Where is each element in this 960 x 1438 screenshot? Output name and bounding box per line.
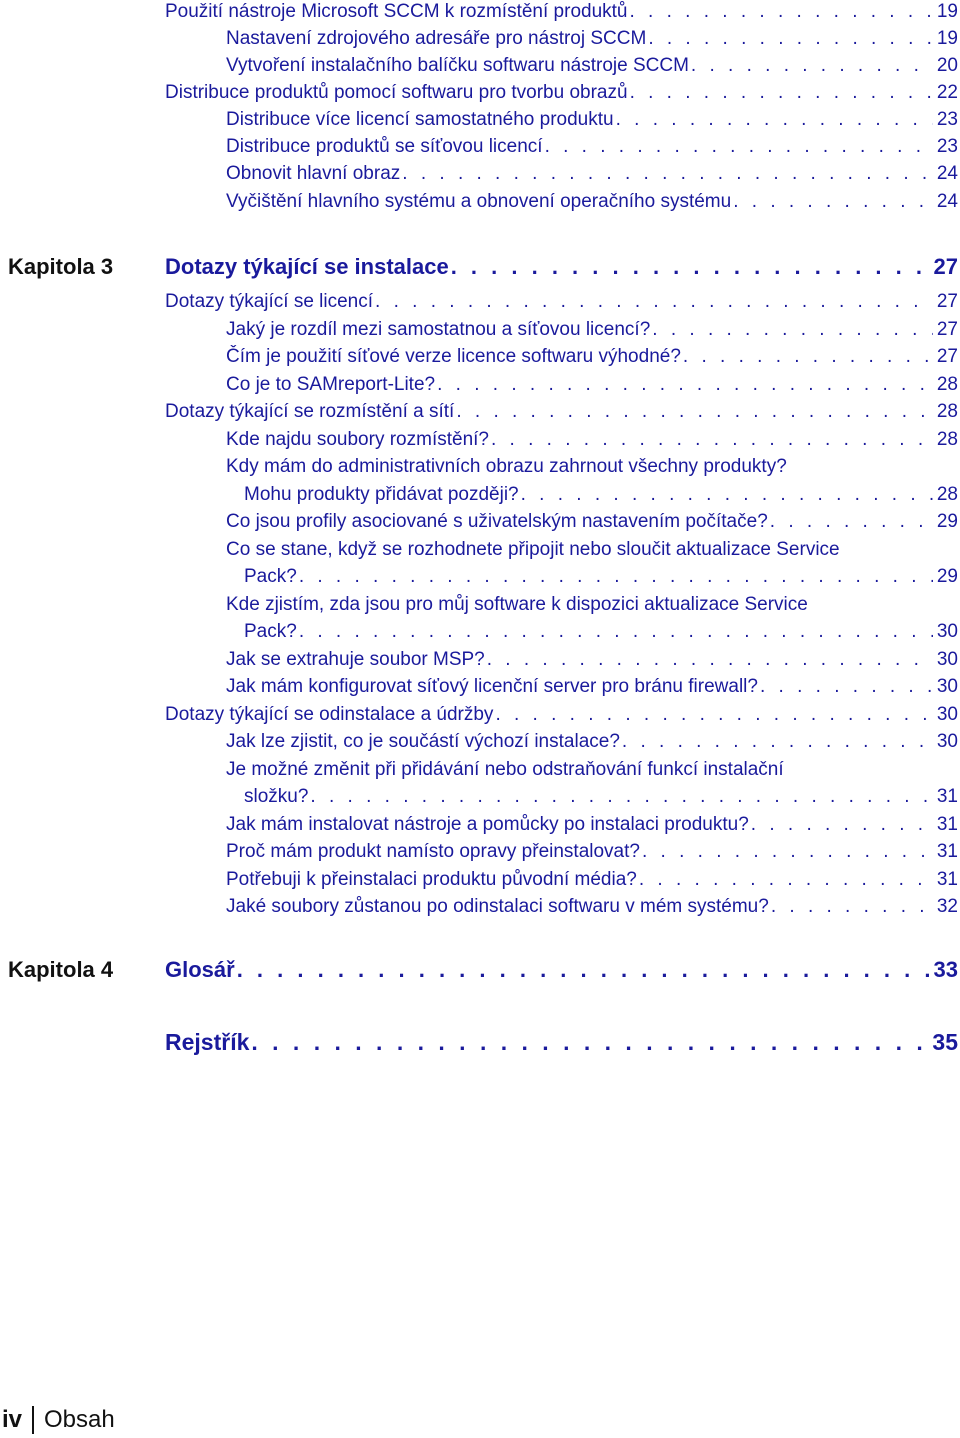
dot-leader [628,81,933,105]
dot-leader [519,483,933,507]
toc-entry [0,0,960,24]
toc-entry-page: 32 [936,896,958,917]
toc-link[interactable] [226,868,958,892]
chapter-title: Glosář [165,957,235,982]
toc-link[interactable] [226,428,958,452]
toc-entry [0,648,960,672]
toc-entry-page: 27 [936,291,958,312]
dot-leader [640,840,933,864]
dot-leader [235,955,930,985]
chapter-label: Kapitola 4 [8,957,114,982]
toc-entry-title: Jak mám konfigurovat síťový licenční server pro bránu firewall? [226,676,758,697]
chapter-link[interactable] [165,955,958,985]
toc-entry [0,675,960,699]
footer-section-title: Obsah [44,1406,115,1433]
toc-entry-title: Mohu produkty přidávat později? [244,484,519,505]
toc-entry-page: 28 [936,401,958,422]
toc-entry-title-line1[interactable]: Kde zjistím, zda jsou pro můj software k dispozici aktualizace Service [226,594,808,615]
toc-entry-title: Dotazy týkající se licencí [165,291,374,312]
toc-entry [0,108,960,132]
toc-entry-page: 30 [936,621,958,642]
toc-link[interactable] [165,703,958,727]
toc-entry-page: 23 [936,136,958,157]
dot-leader [373,290,933,314]
toc-link[interactable] [226,510,958,534]
toc-entry [0,785,960,809]
toc-link[interactable] [244,565,958,589]
toc-link[interactable] [226,730,958,754]
toc-link[interactable] [226,648,958,672]
chapter-label: Kapitola 3 [8,254,114,279]
toc-link[interactable] [244,483,958,507]
toc-entry-title-line1[interactable]: Je možné změnit při přidávání nebo odstraňování funkcí instalační [226,759,784,780]
dot-leader [454,400,933,424]
toc-entry [0,345,960,369]
footer-divider [32,1406,34,1434]
toc-entry-page: 27 [936,346,958,367]
toc-entry-page: 30 [936,704,958,725]
toc-entry-title: Čím je použití síťové verze licence softwaru výhodné? [226,346,681,367]
dot-leader [769,895,933,919]
toc-entry-title: Jaký je rozdíl mezi samostatnou a síťovou licencí? [226,319,651,340]
toc-entry [0,868,960,892]
toc-link[interactable] [226,318,958,342]
toc-entry [0,703,960,727]
toc-link[interactable] [226,675,958,699]
toc-link[interactable] [226,895,958,919]
dot-leader [485,648,933,672]
toc-entry-title: složku? [244,786,309,807]
toc-entry [0,400,960,424]
toc-entry-page: 31 [936,869,958,890]
dot-leader [749,813,933,837]
toc-entry-page: 29 [936,566,958,587]
toc-entry-page: 28 [936,374,958,395]
dot-leader [681,345,933,369]
toc-entry-title: Potřebuji k přeinstalaci produktu původní média? [226,869,637,890]
toc-link[interactable] [226,162,958,186]
chapter-link[interactable] [165,1027,958,1057]
toc-entry-page: 31 [936,841,958,862]
toc-link[interactable] [165,400,958,424]
dot-leader [620,730,933,754]
dot-leader [493,703,932,727]
toc-link[interactable] [226,108,958,132]
toc-entry-page: 30 [936,676,958,697]
chapter-heading [0,1027,960,1057]
dot-leader [758,675,933,699]
chapter-heading [0,955,960,985]
dot-leader [297,620,933,644]
toc-entry [0,135,960,159]
toc-entry-page: 22 [936,82,958,103]
toc-entry-first-line [0,455,960,479]
toc-link[interactable] [226,345,958,369]
dot-leader [308,785,932,809]
toc-entry-page: 30 [936,731,958,752]
toc-entry-title: Obnovit hlavní obraz [226,163,401,184]
toc-link[interactable] [165,290,958,314]
toc-entry-title: Jak se extrahuje soubor MSP? [226,649,485,670]
dot-leader [489,428,933,452]
toc-entry-page: 28 [936,429,958,450]
toc-entry-first-line [0,758,960,782]
dot-leader [400,162,933,186]
toc-link[interactable] [226,27,958,51]
toc-entry-title: Kde najdu soubory rozmístění? [226,429,489,450]
chapter-page: 27 [933,254,958,279]
toc-entry-title: Co je to SAMreport-Lite? [226,374,436,395]
toc-entry-page: 24 [936,191,958,212]
toc-entry [0,190,960,214]
toc-entry-title: Vytvoření instalačního balíčku softwaru nástroje SCCM [226,55,689,76]
toc-entry-first-line [0,538,960,562]
toc-entry-page: 31 [936,786,958,807]
toc-entry [0,510,960,534]
toc-link[interactable] [226,135,958,159]
toc-entry-title-line1[interactable]: Co se stane, když se rozhodnete připojit nebo sloučit aktualizace Service [226,539,840,560]
dot-leader [731,190,933,214]
toc-entry-title: Dotazy týkající se rozmístění a sítí [165,401,455,422]
toc-entry [0,813,960,837]
toc-entry-title: Nastavení zdrojového adresáře pro nástroj SCCM [226,28,647,49]
toc-entry-title: Jak mám instalovat nástroje a pomůcky po instalaci produktu? [226,814,749,835]
toc-link[interactable] [226,190,958,214]
dot-leader [637,868,933,892]
toc-entry [0,730,960,754]
toc-entry-title: Dotazy týkající se odinstalace a údržby [165,704,494,725]
dot-leader [297,565,933,589]
toc-entry [0,840,960,864]
toc-entry-page: 27 [936,319,958,340]
toc-link[interactable] [226,373,958,397]
toc-entry [0,318,960,342]
toc-link[interactable] [165,81,958,105]
toc-entry [0,162,960,186]
toc-entry-page: 30 [936,649,958,670]
toc-entry [0,290,960,314]
chapter-title: Dotazy týkající se instalace [165,254,449,279]
toc-entry-first-line [0,593,960,617]
toc-entry-title: Co jsou profily asociované s uživatelským nastavením počítače? [226,511,768,532]
toc-entry [0,565,960,589]
toc-entry [0,54,960,78]
page-footer [0,1404,115,1436]
dot-leader [650,318,933,342]
footer-page-number: iv [2,1406,23,1433]
toc-entry [0,81,960,105]
toc-entry-page: 28 [936,484,958,505]
toc-link[interactable] [165,0,958,24]
toc-entry-title: Distribuce více licencí samostatného produktu [226,109,614,130]
dot-leader [249,1027,928,1057]
toc-entry-title: Proč mám produkt namísto opravy přeinstalovat? [226,841,640,862]
toc-entry [0,620,960,644]
toc-entry [0,27,960,51]
toc-entry [0,428,960,452]
toc-entry-title-line1[interactable]: Kdy mám do administrativních obrazu zahrnout všechny produkty? [226,456,787,477]
toc-entry [0,483,960,507]
toc-entry-title: Pack? [244,566,297,587]
toc-entry [0,373,960,397]
dot-leader [543,135,933,159]
toc-entry-title: Vyčištění hlavního systému a obnovení operačního systému [226,191,732,212]
toc-link[interactable] [226,840,958,864]
dot-leader [449,252,930,282]
toc-entry-title: Jaké soubory zůstanou po odinstalaci softwaru v mém systému? [226,896,769,917]
toc-entry-title: Distribuce produktů pomocí softwaru pro tvorbu obrazů [165,82,628,103]
toc-entry-page: 19 [936,28,958,49]
toc-entry-page: 29 [936,511,958,532]
dot-leader [768,510,933,534]
toc-entry-page: 19 [936,1,958,22]
toc-entry-title: Pack? [244,621,297,642]
chapter-page: 35 [932,1029,958,1055]
dot-leader [689,54,933,78]
chapter-page: 33 [933,957,958,982]
toc-link[interactable] [226,54,958,78]
toc-link[interactable] [226,813,958,837]
toc-entry-title: Použití nástroje Microsoft SCCM k rozmístění produktů [165,1,628,22]
toc-entry-page: 20 [936,55,958,76]
toc-entry-title: Distribuce produktů se síťovou licencí [226,136,543,157]
toc-entry-page: 23 [936,109,958,130]
toc-link[interactable] [244,785,958,809]
chapter-title: Rejstřík [165,1029,250,1055]
toc-entry-title: Jak lze zjistit, co je součástí výchozí instalace? [226,731,620,752]
toc-entry [0,895,960,919]
dot-leader [646,27,933,51]
chapter-link[interactable] [165,252,958,282]
toc-link[interactable] [244,620,958,644]
toc-entry-page: 24 [936,163,958,184]
dot-leader [435,373,933,397]
dot-leader [614,108,933,132]
toc-entry-page: 31 [936,814,958,835]
chapter-heading [0,252,960,282]
dot-leader [628,0,933,24]
